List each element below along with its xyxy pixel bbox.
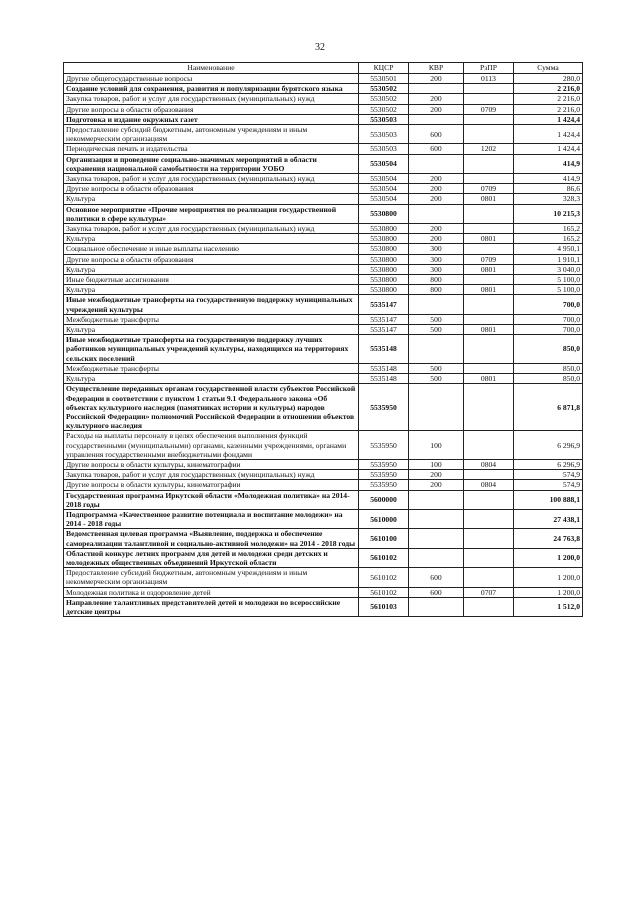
cell-kvr <box>409 114 464 124</box>
cell-rzpr: 0801 <box>464 325 514 335</box>
cell-rzpr <box>464 314 514 324</box>
cell-amount: 165,2 <box>514 224 583 234</box>
cell-amount: 27 438,1 <box>514 509 583 528</box>
cell-kvr: 500 <box>409 314 464 324</box>
cell-kvr <box>409 204 464 223</box>
cell-rzpr <box>464 335 514 364</box>
cell-code: 5530501 <box>359 74 409 84</box>
cell-rzpr <box>464 490 514 509</box>
cell-name: Другие общегосударственные вопросы <box>64 74 359 84</box>
cell-name: Направление талантливых представителей детей и молодежи во всероссийские детские центры <box>64 597 359 616</box>
table-row <box>64 459 583 469</box>
cell-name: Осуществление переданных органам государственной власти субъектов Российской Федерации в соответствии с пунктом 1 статьи 9.1 Федерального закона «Об объектах культурного наследия (памятниках истории и культуры) народов Российской Федерации» полномочий Российской Федерации в отношении объектов культурного наследия <box>64 384 359 431</box>
cell-amount: 1 424,4 <box>514 114 583 124</box>
cell-rzpr: 0709 <box>464 254 514 264</box>
cell-name: Культура <box>64 194 359 204</box>
cell-rzpr: 0801 <box>464 194 514 204</box>
column-header-amount: Сумма <box>514 63 583 74</box>
cell-kvr: 200 <box>409 94 464 104</box>
cell-rzpr <box>464 114 514 124</box>
table-row <box>64 597 583 616</box>
cell-name: Организация и проведение социально-значимых мероприятий в области сохранения национальной самобытности на территории УОБО <box>64 154 359 173</box>
cell-name: Подготовка и издание окружных газет <box>64 114 359 124</box>
table-row <box>64 431 583 460</box>
cell-code: 5535950 <box>359 384 409 431</box>
table-row <box>64 325 583 335</box>
cell-code: 5530502 <box>359 84 409 94</box>
cell-rzpr <box>464 384 514 431</box>
cell-kvr: 300 <box>409 244 464 254</box>
cell-name: Культура <box>64 264 359 274</box>
table-row <box>64 285 583 295</box>
cell-amount: 165,2 <box>514 234 583 244</box>
cell-code: 5530504 <box>359 174 409 184</box>
table-row <box>64 174 583 184</box>
cell-name: Культура <box>64 234 359 244</box>
cell-code: 5530800 <box>359 204 409 223</box>
cell-amount: 850,0 <box>514 363 583 373</box>
cell-name: Закупка товаров, работ и услуг для государственных (муниципальных) нужд <box>64 174 359 184</box>
cell-name: Периодическая печать и издательства <box>64 144 359 154</box>
cell-amount: 1 424,4 <box>514 125 583 144</box>
cell-kvr <box>409 295 464 314</box>
cell-amount: 2 216,0 <box>514 104 583 114</box>
cell-kvr <box>409 335 464 364</box>
cell-code: 5530503 <box>359 144 409 154</box>
cell-kvr <box>409 529 464 548</box>
cell-code: 5530503 <box>359 125 409 144</box>
cell-name: Другие вопросы в области образования <box>64 104 359 114</box>
cell-rzpr <box>464 94 514 104</box>
cell-kvr: 200 <box>409 104 464 114</box>
table-row <box>64 374 583 384</box>
table-row <box>64 184 583 194</box>
cell-name: Государственная программа Иркутской области «Молодежная политика» на 2014-2018 годы <box>64 490 359 509</box>
cell-rzpr: 0801 <box>464 234 514 244</box>
cell-code: 5535148 <box>359 374 409 384</box>
cell-amount: 6 871,8 <box>514 384 583 431</box>
cell-amount: 574,9 <box>514 470 583 480</box>
cell-rzpr <box>464 363 514 373</box>
cell-kvr <box>409 154 464 173</box>
cell-kvr: 300 <box>409 254 464 264</box>
table-row <box>64 254 583 264</box>
cell-rzpr: 0804 <box>464 459 514 469</box>
cell-name: Ведомственная целевая программа «Выявление, поддержка и обеспечение самореализации талантливой и социально-активной молодежи» на 2014 - 2018 годы <box>64 529 359 548</box>
table-row <box>64 529 583 548</box>
column-header-name: Наименование <box>64 63 359 74</box>
cell-amount: 1 200,0 <box>514 587 583 597</box>
cell-rzpr <box>464 174 514 184</box>
cell-kvr: 200 <box>409 470 464 480</box>
cell-name: Предоставление субсидий бюджетным, автономным учреждениям и иным некоммерческим организациям <box>64 568 359 587</box>
table-row <box>64 295 583 314</box>
page-number: 32 <box>315 42 325 53</box>
cell-amount: 700,0 <box>514 325 583 335</box>
cell-code: 5610103 <box>359 597 409 616</box>
cell-rzpr <box>464 529 514 548</box>
table-row <box>64 568 583 587</box>
cell-amount: 4 950,1 <box>514 244 583 254</box>
cell-code: 5530503 <box>359 114 409 124</box>
table-row <box>64 244 583 254</box>
cell-rzpr: 0709 <box>464 104 514 114</box>
cell-kvr: 200 <box>409 480 464 490</box>
cell-rzpr: 1202 <box>464 144 514 154</box>
cell-amount: 5 100,0 <box>514 275 583 285</box>
table-row <box>64 84 583 94</box>
cell-rzpr: 0804 <box>464 480 514 490</box>
table-row <box>64 94 583 104</box>
cell-name: Межбюджетные трансферты <box>64 363 359 373</box>
cell-amount: 10 215,3 <box>514 204 583 223</box>
cell-code: 5530502 <box>359 94 409 104</box>
cell-rzpr: 0707 <box>464 587 514 597</box>
cell-rzpr: 0113 <box>464 74 514 84</box>
cell-code: 5530800 <box>359 275 409 285</box>
cell-kvr <box>409 490 464 509</box>
cell-name: Социальное обеспечение и иные выплаты населению <box>64 244 359 254</box>
cell-amount: 2 216,0 <box>514 84 583 94</box>
cell-amount: 1 512,0 <box>514 597 583 616</box>
cell-name: Создание условий для сохранения, развития и популяризации бурятского языка <box>64 84 359 94</box>
table-row <box>64 470 583 480</box>
cell-code: 5535148 <box>359 335 409 364</box>
cell-kvr: 200 <box>409 184 464 194</box>
column-header-kvr: КВР <box>409 63 464 74</box>
cell-code: 5610102 <box>359 548 409 567</box>
cell-kvr: 500 <box>409 374 464 384</box>
cell-amount: 850,0 <box>514 374 583 384</box>
cell-kvr: 500 <box>409 363 464 373</box>
cell-kvr: 800 <box>409 285 464 295</box>
cell-code: 5535950 <box>359 431 409 460</box>
cell-name: Культура <box>64 325 359 335</box>
cell-rzpr <box>464 84 514 94</box>
column-header-rzpr: РзПР <box>464 63 514 74</box>
cell-amount: 2 216,0 <box>514 94 583 104</box>
cell-kvr: 600 <box>409 587 464 597</box>
cell-kvr <box>409 548 464 567</box>
table-row <box>64 509 583 528</box>
cell-kvr: 300 <box>409 264 464 274</box>
cell-name: Подпрограмма «Качественное развитие потенциала и воспитание молодежи» на 2014 - 2018 годы <box>64 509 359 528</box>
cell-code: 5530504 <box>359 184 409 194</box>
table-row <box>64 363 583 373</box>
table-row <box>64 224 583 234</box>
cell-kvr: 200 <box>409 174 464 184</box>
table-row <box>64 264 583 274</box>
table-row <box>64 125 583 144</box>
cell-rzpr: 0801 <box>464 285 514 295</box>
cell-rzpr <box>464 509 514 528</box>
cell-kvr <box>409 597 464 616</box>
cell-amount: 24 763,8 <box>514 529 583 548</box>
cell-kvr: 200 <box>409 74 464 84</box>
cell-rzpr <box>464 431 514 460</box>
cell-code: 5530800 <box>359 264 409 274</box>
cell-name: Культура <box>64 374 359 384</box>
cell-code: 5535950 <box>359 470 409 480</box>
cell-rzpr <box>464 275 514 285</box>
budget-table <box>63 62 583 617</box>
cell-kvr: 100 <box>409 431 464 460</box>
cell-name: Другие вопросы в области культуры, кинематографии <box>64 459 359 469</box>
cell-name: Иные межбюджетные трансферты на государственную поддержку лучших работников муниципальных учреждений культуры, находящихся на территориях сельских поселений <box>64 335 359 364</box>
cell-name: Другие вопросы в области культуры, кинематографии <box>64 480 359 490</box>
cell-name: Расходы на выплаты персоналу в целях обеспечения выполнения функций государственными (муниципальными) органами, казенными учреждениями, органами управления государственными внебюджетными фондами <box>64 431 359 460</box>
cell-amount: 700,0 <box>514 295 583 314</box>
cell-rzpr <box>464 204 514 223</box>
cell-kvr <box>409 384 464 431</box>
cell-name: Иные бюджетные ассигнования <box>64 275 359 285</box>
column-header-code: КЦСР <box>359 63 409 74</box>
table-row <box>64 204 583 223</box>
cell-amount: 328,3 <box>514 194 583 204</box>
table-row <box>64 490 583 509</box>
cell-code: 5530800 <box>359 234 409 244</box>
cell-amount: 574,9 <box>514 480 583 490</box>
cell-amount: 1 200,0 <box>514 568 583 587</box>
cell-name: Другие вопросы в области образования <box>64 254 359 264</box>
cell-rzpr <box>464 470 514 480</box>
cell-name: Закупка товаров, работ и услуг для государственных (муниципальных) нужд <box>64 94 359 104</box>
cell-code: 5535950 <box>359 480 409 490</box>
cell-kvr: 200 <box>409 224 464 234</box>
cell-code: 5530504 <box>359 154 409 173</box>
cell-code: 5535950 <box>359 459 409 469</box>
cell-amount: 850,0 <box>514 335 583 364</box>
cell-rzpr <box>464 548 514 567</box>
cell-name: Предоставление субсидий бюджетным, автономным учреждениям и иным некоммерческим организациям <box>64 125 359 144</box>
cell-kvr: 800 <box>409 275 464 285</box>
cell-amount: 1 200,0 <box>514 548 583 567</box>
cell-amount: 86,6 <box>514 184 583 194</box>
cell-amount: 1 910,1 <box>514 254 583 264</box>
cell-rzpr <box>464 597 514 616</box>
cell-name: Другие вопросы в области образования <box>64 184 359 194</box>
table-body <box>64 74 583 617</box>
table-row <box>64 104 583 114</box>
cell-amount: 280,0 <box>514 74 583 84</box>
cell-rzpr <box>464 125 514 144</box>
cell-amount: 1 424,4 <box>514 144 583 154</box>
cell-amount: 6 296,9 <box>514 431 583 460</box>
table-row <box>64 384 583 431</box>
cell-rzpr: 0709 <box>464 184 514 194</box>
table-row <box>64 548 583 567</box>
cell-code: 5535147 <box>359 295 409 314</box>
cell-rzpr <box>464 244 514 254</box>
cell-amount: 414,9 <box>514 174 583 184</box>
cell-name: Закупка товаров, работ и услуг для государственных (муниципальных) нужд <box>64 224 359 234</box>
cell-kvr: 500 <box>409 325 464 335</box>
table-row <box>64 154 583 173</box>
cell-name: Культура <box>64 285 359 295</box>
cell-kvr: 100 <box>409 459 464 469</box>
table-row <box>64 275 583 285</box>
table-row <box>64 480 583 490</box>
cell-code: 5530502 <box>359 104 409 114</box>
cell-code: 5600000 <box>359 490 409 509</box>
cell-code: 5535147 <box>359 314 409 324</box>
cell-code: 5530504 <box>359 194 409 204</box>
cell-code: 5535147 <box>359 325 409 335</box>
table-row <box>64 114 583 124</box>
cell-name: Иные межбюджетные трансферты на государственную поддержку муниципальных учреждений культуры <box>64 295 359 314</box>
cell-rzpr: 0801 <box>464 264 514 274</box>
cell-kvr: 200 <box>409 234 464 244</box>
cell-kvr: 200 <box>409 194 464 204</box>
table-row <box>64 74 583 84</box>
table-row <box>64 314 583 324</box>
cell-amount: 414,9 <box>514 154 583 173</box>
cell-code: 5610000 <box>359 509 409 528</box>
cell-rzpr <box>464 224 514 234</box>
table-row <box>64 587 583 597</box>
cell-amount: 700,0 <box>514 314 583 324</box>
cell-kvr: 600 <box>409 144 464 154</box>
table-row <box>64 144 583 154</box>
cell-rzpr <box>464 295 514 314</box>
cell-amount: 5 100,0 <box>514 285 583 295</box>
cell-name: Основное мероприятие «Прочие мероприятия по реализации государственной политики в сфере культуры» <box>64 204 359 223</box>
table-row <box>64 234 583 244</box>
cell-code: 5610102 <box>359 587 409 597</box>
cell-rzpr: 0801 <box>464 374 514 384</box>
cell-code: 5530800 <box>359 244 409 254</box>
cell-kvr: 600 <box>409 125 464 144</box>
cell-amount: 3 040,0 <box>514 264 583 274</box>
cell-name: Областной конкурс летних программ для детей и молодежи среди детских и молодежных общественных объединений Иркутской области <box>64 548 359 567</box>
cell-code: 5535148 <box>359 363 409 373</box>
table-row <box>64 194 583 204</box>
cell-code: 5530800 <box>359 285 409 295</box>
cell-amount: 6 296,9 <box>514 459 583 469</box>
table-header-row <box>64 63 583 74</box>
cell-code: 5610102 <box>359 568 409 587</box>
cell-kvr <box>409 84 464 94</box>
cell-amount: 100 888,1 <box>514 490 583 509</box>
cell-name: Закупка товаров, работ и услуг для государственных (муниципальных) нужд <box>64 470 359 480</box>
table-row <box>64 335 583 364</box>
cell-name: Молодежная политика и оздоровление детей <box>64 587 359 597</box>
cell-rzpr <box>464 568 514 587</box>
cell-code: 5610100 <box>359 529 409 548</box>
cell-kvr: 600 <box>409 568 464 587</box>
cell-name: Межбюджетные трансферты <box>64 314 359 324</box>
cell-code: 5530800 <box>359 254 409 264</box>
cell-kvr <box>409 509 464 528</box>
cell-rzpr <box>464 154 514 173</box>
cell-code: 5530800 <box>359 224 409 234</box>
